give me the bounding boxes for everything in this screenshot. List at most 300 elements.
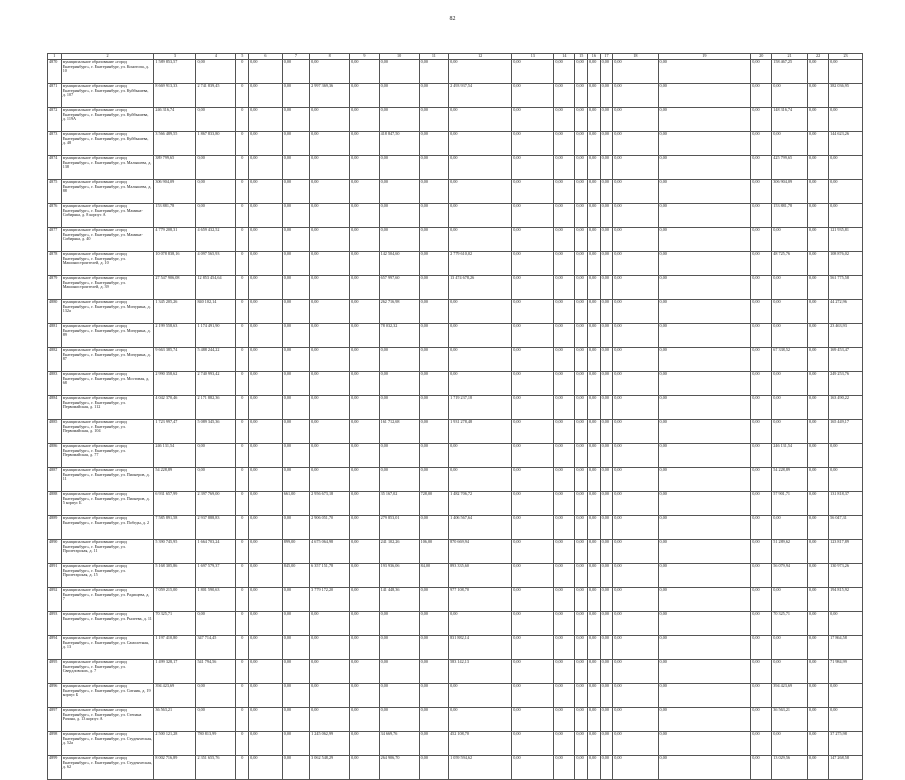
- value-cell: 0,00: [751, 300, 772, 324]
- value-cell: 0,00: [808, 660, 829, 684]
- value-cell: 0,00: [772, 636, 808, 660]
- value-cell: 0,00: [282, 84, 309, 108]
- value-cell: 0,00: [808, 492, 829, 516]
- value-cell: 977 108,70: [449, 588, 512, 612]
- value-cell: 264 906,70: [379, 756, 419, 780]
- column-number-header: 1: [48, 54, 62, 60]
- value-cell: 35 167,02: [379, 492, 419, 516]
- value-cell: 0,00: [282, 420, 309, 444]
- address-cell: муниципальное образование «город Екатеринбург», г. Екатеринбург, ул. Мичурина, д. 89: [61, 324, 154, 348]
- value-cell: 0,00: [808, 204, 829, 228]
- value-cell: 0: [236, 492, 249, 516]
- value-cell: 0,00: [419, 396, 448, 420]
- value-cell: 0: [236, 516, 249, 540]
- value-cell: 2 740 993,42: [196, 372, 236, 396]
- value-cell: 0,00: [449, 468, 512, 492]
- value-cell: 0,00: [310, 228, 350, 252]
- value-cell: 0,00: [249, 492, 283, 516]
- value-cell: 0,00: [419, 324, 448, 348]
- value-cell: 3 779 172,20: [310, 588, 350, 612]
- value-cell: 0,00: [808, 108, 829, 132]
- value-cell: 0,00: [772, 660, 808, 684]
- value-cell: 249 253,76: [829, 372, 863, 396]
- value-cell: 2 997 369,36: [310, 84, 350, 108]
- value-cell: 0,00: [808, 684, 829, 708]
- value-cell: 0,00: [512, 276, 554, 300]
- value-cell: 0,00: [588, 348, 601, 372]
- value-cell: 0,00: [575, 108, 588, 132]
- value-cell: 0: [236, 180, 249, 204]
- value-cell: 0,00: [196, 444, 236, 468]
- table-row: [48, 108, 863, 132]
- value-cell: 0,00: [310, 324, 350, 348]
- value-cell: 0,00: [658, 60, 751, 84]
- value-cell: 0,00: [751, 708, 772, 732]
- value-cell: 2 171 882,36: [196, 396, 236, 420]
- value-cell: 0,00: [658, 276, 751, 300]
- value-cell: 108 876,02: [829, 252, 863, 276]
- value-cell: 0,00: [379, 684, 419, 708]
- value-cell: 5 488 244,22: [196, 348, 236, 372]
- column-number-header: 10: [379, 54, 419, 60]
- table-row: [48, 468, 863, 492]
- address-cell: муниципальное образование «город Екатеринбург», г. Екатеринбург, ул. Радищева, д. 7: [61, 588, 154, 612]
- value-cell: 0,00: [449, 708, 512, 732]
- value-cell: 831 882,14: [449, 636, 512, 660]
- value-cell: 158 467,25: [772, 60, 808, 84]
- value-cell: 0,00: [751, 228, 772, 252]
- value-cell: 0,00: [449, 204, 512, 228]
- value-cell: 0,00: [600, 756, 613, 780]
- value-cell: 0,00: [575, 396, 588, 420]
- value-cell: 5 168 305,86: [154, 564, 196, 588]
- value-cell: 36 563,21: [772, 708, 808, 732]
- row-id-cell: 4887: [48, 468, 62, 492]
- value-cell: 3 566 489,55: [154, 132, 196, 156]
- value-cell: 0: [236, 588, 249, 612]
- value-cell: 0,00: [613, 204, 658, 228]
- value-cell: 0,00: [658, 300, 751, 324]
- value-cell: 0,00: [658, 564, 751, 588]
- value-cell: 0,00: [249, 540, 283, 564]
- value-cell: 0,00: [613, 588, 658, 612]
- value-cell: 0,00: [613, 108, 658, 132]
- column-number-header: 12: [449, 54, 512, 60]
- value-cell: 0,00: [588, 636, 601, 660]
- value-cell: 0,00: [588, 156, 601, 180]
- value-cell: 0,00: [419, 420, 448, 444]
- value-cell: 0,00: [249, 396, 283, 420]
- value-cell: 0,00: [310, 300, 350, 324]
- row-id-cell: 4874: [48, 156, 62, 180]
- table-row: [48, 132, 863, 156]
- value-cell: 2 741 839,45: [196, 84, 236, 108]
- value-cell: 0,00: [449, 228, 512, 252]
- value-cell: 0,00: [512, 756, 554, 780]
- value-cell: 0,00: [379, 660, 419, 684]
- row-id-cell: 4881: [48, 324, 62, 348]
- value-cell: 0,00: [772, 276, 808, 300]
- value-cell: 0,00: [600, 324, 613, 348]
- value-cell: 0,00: [575, 660, 588, 684]
- value-cell: 0,00: [379, 444, 419, 468]
- value-cell: 0,00: [350, 540, 379, 564]
- row-id-cell: 4899: [48, 756, 62, 780]
- value-cell: 0,00: [600, 156, 613, 180]
- data-table: [47, 53, 863, 780]
- value-cell: 0,00: [829, 444, 863, 468]
- value-cell: 0,00: [808, 396, 829, 420]
- value-cell: 0,00: [512, 348, 554, 372]
- address-cell: муниципальное образование «город Екатеринбург», г. Екатеринбург, ул. Куйбышева, д. 107: [61, 84, 154, 108]
- address-cell: муниципальное образование «город Екатеринбург», г. Екатеринбург, ул. Степана Разина, д. 13 корпус А: [61, 708, 154, 732]
- value-cell: 1 059 594,62: [449, 756, 512, 780]
- value-cell: 144 623,26: [829, 132, 863, 156]
- value-cell: 1 499 328,17: [154, 660, 196, 684]
- value-cell: 394 423,69: [154, 684, 196, 708]
- value-cell: 0,00: [419, 348, 448, 372]
- value-cell: 0,00: [600, 396, 613, 420]
- value-cell: 893 335,60: [449, 564, 512, 588]
- value-cell: 6 357 151,78: [310, 564, 350, 588]
- value-cell: 0,00: [419, 84, 448, 108]
- address-cell: муниципальное образование «город Екатеринбург», г. Екатеринбург, ул. Малышева, д. 138: [61, 156, 154, 180]
- value-cell: 262 716,98: [379, 300, 419, 324]
- row-id-cell: 4877: [48, 228, 62, 252]
- value-cell: 0,00: [658, 132, 751, 156]
- value-cell: 0,00: [613, 516, 658, 540]
- value-cell: 0,00: [512, 300, 554, 324]
- value-cell: 0,00: [512, 588, 554, 612]
- column-number-header: 19: [658, 54, 751, 60]
- value-cell: 1 723 997,47: [154, 420, 196, 444]
- value-cell: 0,00: [310, 204, 350, 228]
- value-cell: 0,00: [808, 564, 829, 588]
- value-cell: 0,00: [512, 180, 554, 204]
- value-cell: 0,00: [600, 300, 613, 324]
- value-cell: 0,00: [613, 84, 658, 108]
- value-cell: 0,00: [310, 660, 350, 684]
- value-cell: 193 936,06: [379, 564, 419, 588]
- value-cell: 0,00: [600, 636, 613, 660]
- value-cell: 5 390 745,95: [154, 540, 196, 564]
- value-cell: 27 547 906,08: [154, 276, 196, 300]
- value-cell: 1 931 278,48: [449, 420, 512, 444]
- value-cell: 0,00: [379, 372, 419, 396]
- value-cell: 0,00: [751, 660, 772, 684]
- value-cell: 0,00: [575, 180, 588, 204]
- value-cell: 142 504,60: [379, 252, 419, 276]
- address-cell: муниципальное образование «город Екатеринбург», г. Екатеринбург, ул. Первомайская, д. 112: [61, 396, 154, 420]
- value-cell: 0,00: [554, 348, 575, 372]
- value-cell: 0,00: [379, 708, 419, 732]
- value-cell: 0,00: [282, 396, 309, 420]
- value-cell: 0,00: [512, 636, 554, 660]
- value-cell: 0,00: [751, 420, 772, 444]
- value-cell: 0,00: [751, 612, 772, 636]
- value-cell: 0,00: [613, 276, 658, 300]
- value-cell: 0,00: [808, 60, 829, 84]
- column-number-header: 15: [575, 54, 588, 60]
- value-cell: 840 102,14: [196, 300, 236, 324]
- value-cell: 0,00: [282, 60, 309, 84]
- value-cell: 0,00: [449, 444, 512, 468]
- value-cell: 0,00: [350, 468, 379, 492]
- value-cell: 0,00: [575, 444, 588, 468]
- value-cell: 13 029,56: [772, 756, 808, 780]
- value-cell: 0,00: [196, 468, 236, 492]
- value-cell: 54 228,89: [772, 468, 808, 492]
- value-cell: 0,00: [600, 684, 613, 708]
- value-cell: 0,00: [808, 228, 829, 252]
- value-cell: 37 275,98: [829, 732, 863, 756]
- value-cell: 0,00: [350, 564, 379, 588]
- value-cell: 56 047,31: [829, 516, 863, 540]
- value-cell: 0,00: [588, 228, 601, 252]
- value-cell: 0,00: [600, 660, 613, 684]
- value-cell: 0,00: [829, 468, 863, 492]
- address-cell: муниципальное образование «город Екатеринбург», г. Екатеринбург, ул. Рылеева, д. 11: [61, 612, 154, 636]
- value-cell: 0,00: [512, 108, 554, 132]
- value-cell: 0,00: [772, 300, 808, 324]
- value-cell: 452 108,70: [449, 732, 512, 756]
- value-cell: 84,00: [419, 564, 448, 588]
- value-cell: 0,00: [600, 540, 613, 564]
- value-cell: 0,00: [249, 612, 283, 636]
- value-cell: 0,00: [419, 60, 448, 84]
- value-cell: 0,00: [249, 180, 283, 204]
- row-id-cell: 4895: [48, 660, 62, 684]
- value-cell: 0,00: [829, 612, 863, 636]
- value-cell: 0,00: [808, 348, 829, 372]
- value-cell: 0,00: [751, 684, 772, 708]
- value-cell: 0,00: [512, 60, 554, 84]
- value-cell: 0,00: [350, 252, 379, 276]
- value-cell: 0,00: [282, 108, 309, 132]
- value-cell: 0,00: [554, 444, 575, 468]
- value-cell: 394 423,69: [772, 684, 808, 708]
- value-cell: 0,00: [658, 252, 751, 276]
- value-cell: 0,00: [554, 684, 575, 708]
- value-cell: 0,00: [310, 132, 350, 156]
- value-cell: 0,00: [554, 324, 575, 348]
- value-cell: 0,00: [613, 180, 658, 204]
- value-cell: 141 448,36: [379, 588, 419, 612]
- value-cell: 0,00: [808, 156, 829, 180]
- value-cell: 147 268,58: [829, 756, 863, 780]
- value-cell: 0,00: [575, 84, 588, 108]
- value-cell: 0,00: [588, 588, 601, 612]
- value-cell: 1 589 853,57: [154, 60, 196, 84]
- value-cell: 0,00: [282, 348, 309, 372]
- value-cell: 0,00: [419, 132, 448, 156]
- value-cell: 0,00: [613, 756, 658, 780]
- row-id-cell: 4896: [48, 684, 62, 708]
- row-id-cell: 4876: [48, 204, 62, 228]
- value-cell: 0,00: [350, 444, 379, 468]
- value-cell: 0,00: [249, 348, 283, 372]
- value-cell: 163 490,22: [829, 396, 863, 420]
- value-cell: 0,00: [808, 276, 829, 300]
- value-cell: 0,00: [829, 156, 863, 180]
- value-cell: 0,00: [588, 756, 601, 780]
- value-cell: 0,00: [249, 84, 283, 108]
- value-cell: 0,00: [613, 252, 658, 276]
- value-cell: 0,00: [808, 324, 829, 348]
- value-cell: 0,00: [449, 60, 512, 84]
- value-cell: 0,00: [449, 132, 512, 156]
- value-cell: 0,00: [613, 732, 658, 756]
- value-cell: 0,00: [512, 420, 554, 444]
- value-cell: 4 779 208,31: [154, 228, 196, 252]
- value-cell: 0,00: [419, 108, 448, 132]
- value-cell: 44 272,96: [829, 300, 863, 324]
- value-cell: 0,00: [379, 636, 419, 660]
- value-cell: 246 316,74: [154, 108, 196, 132]
- row-id-cell: 4872: [48, 108, 62, 132]
- value-cell: 0,00: [449, 612, 512, 636]
- value-cell: 0,00: [808, 372, 829, 396]
- value-cell: 194 815,92: [829, 588, 863, 612]
- value-cell: 0,00: [554, 756, 575, 780]
- value-cell: 306 904,09: [772, 180, 808, 204]
- value-cell: 0: [236, 60, 249, 84]
- value-cell: 0,00: [613, 132, 658, 156]
- column-number-header: 5: [236, 54, 249, 60]
- value-cell: 0,00: [575, 468, 588, 492]
- value-cell: 0,00: [379, 228, 419, 252]
- value-cell: 0,00: [379, 348, 419, 372]
- value-cell: 7 585 891,58: [154, 516, 196, 540]
- value-cell: 0,00: [588, 468, 601, 492]
- value-cell: 1 245 062,99: [310, 732, 350, 756]
- value-cell: 0,00: [419, 708, 448, 732]
- value-cell: 0,00: [512, 684, 554, 708]
- value-cell: 0,00: [575, 588, 588, 612]
- value-cell: 0,00: [808, 84, 829, 108]
- value-cell: 0,00: [350, 660, 379, 684]
- address-cell: муниципальное образование «город Екатеринбург», г. Екатеринбург, ул. Конотопа, д. 10: [61, 60, 154, 84]
- value-cell: 0,00: [658, 180, 751, 204]
- value-cell: 78 032,32: [379, 324, 419, 348]
- value-cell: 8 669 913,33: [154, 84, 196, 108]
- value-cell: 425 799,65: [772, 156, 808, 180]
- value-cell: 7 059 215,00: [154, 588, 196, 612]
- value-cell: 0,00: [554, 636, 575, 660]
- value-cell: 0,00: [350, 708, 379, 732]
- value-cell: 0,00: [588, 204, 601, 228]
- address-cell: муниципальное образование «город Екатеринбург», г. Екатеринбург, ул. Первомайская, д. 77: [61, 444, 154, 468]
- row-id-cell: 4879: [48, 276, 62, 300]
- value-cell: 0,00: [808, 540, 829, 564]
- value-cell: 0,00: [419, 756, 448, 780]
- value-cell: 0,00: [310, 108, 350, 132]
- value-cell: 0,00: [512, 84, 554, 108]
- value-cell: 0,00: [310, 444, 350, 468]
- value-cell: 0,00: [575, 612, 588, 636]
- value-cell: 306 904,09: [154, 180, 196, 204]
- value-cell: 0,00: [575, 132, 588, 156]
- value-cell: 246 131,54: [154, 444, 196, 468]
- value-cell: 0,00: [512, 372, 554, 396]
- row-id-cell: 4885: [48, 420, 62, 444]
- value-cell: 0,00: [751, 732, 772, 756]
- value-cell: 0,00: [588, 60, 601, 84]
- value-cell: 0,00: [588, 708, 601, 732]
- value-cell: 0,00: [350, 180, 379, 204]
- value-cell: 0,00: [575, 684, 588, 708]
- value-cell: 583 142,13: [449, 660, 512, 684]
- value-cell: 0,00: [249, 588, 283, 612]
- value-cell: 0,00: [249, 372, 283, 396]
- value-cell: 67 338,52: [772, 348, 808, 372]
- value-cell: 4 042 370,46: [154, 396, 196, 420]
- table-row: [48, 252, 863, 276]
- value-cell: 0,00: [282, 708, 309, 732]
- value-cell: 0,00: [350, 132, 379, 156]
- value-cell: 0,00: [600, 252, 613, 276]
- value-cell: 0,00: [419, 156, 448, 180]
- value-cell: 0,00: [808, 468, 829, 492]
- value-cell: 0,00: [600, 444, 613, 468]
- column-number-header: 2: [61, 54, 154, 60]
- value-cell: 0,00: [282, 324, 309, 348]
- value-cell: 0,00: [600, 228, 613, 252]
- value-cell: 0: [236, 708, 249, 732]
- row-id-cell: 4875: [48, 180, 62, 204]
- table-row: [48, 84, 863, 108]
- value-cell: 0,00: [196, 612, 236, 636]
- column-number-header: 23: [829, 54, 863, 60]
- value-cell: 0,00: [512, 204, 554, 228]
- value-cell: 0,00: [350, 612, 379, 636]
- value-cell: 0,00: [658, 660, 751, 684]
- table-row: [48, 276, 863, 300]
- value-cell: 0,00: [751, 60, 772, 84]
- value-cell: 0,00: [772, 372, 808, 396]
- value-cell: 0,00: [310, 468, 350, 492]
- value-cell: 0,00: [600, 180, 613, 204]
- value-cell: 0,00: [350, 60, 379, 84]
- address-cell: муниципальное образование «город Екатеринбург», г. Екатеринбург, ул. Мичурина, д. 132а: [61, 300, 154, 324]
- value-cell: 0,00: [249, 276, 283, 300]
- value-cell: 0,00: [310, 684, 350, 708]
- value-cell: 0,00: [575, 252, 588, 276]
- value-cell: 0,00: [658, 516, 751, 540]
- value-cell: 0,00: [379, 468, 419, 492]
- value-cell: 279 853,01: [379, 516, 419, 540]
- value-cell: 36 563,21: [154, 708, 196, 732]
- value-cell: 0,00: [282, 252, 309, 276]
- value-cell: 0,00: [512, 324, 554, 348]
- value-cell: 0,00: [613, 468, 658, 492]
- value-cell: 0,00: [751, 444, 772, 468]
- address-cell: муниципальное образование «город Екатеринбург», г. Екатеринбург, ул. Пионеров, д. 5 корпус Б: [61, 492, 154, 516]
- row-id-cell: 4894: [48, 636, 62, 660]
- value-cell: 0,00: [613, 564, 658, 588]
- value-cell: 0,00: [600, 516, 613, 540]
- value-cell: 0,00: [772, 732, 808, 756]
- value-cell: 845,00: [282, 564, 309, 588]
- value-cell: 169 453,47: [829, 348, 863, 372]
- value-cell: 246 131,54: [772, 444, 808, 468]
- value-cell: 1 174 491,90: [196, 324, 236, 348]
- address-cell: муниципальное образование «город Екатеринбург», г. Екатеринбург, ул. Малышева, д. 88: [61, 180, 154, 204]
- value-cell: 0,00: [588, 396, 601, 420]
- value-cell: 0,00: [808, 636, 829, 660]
- value-cell: 0,00: [512, 252, 554, 276]
- value-cell: 0,00: [554, 468, 575, 492]
